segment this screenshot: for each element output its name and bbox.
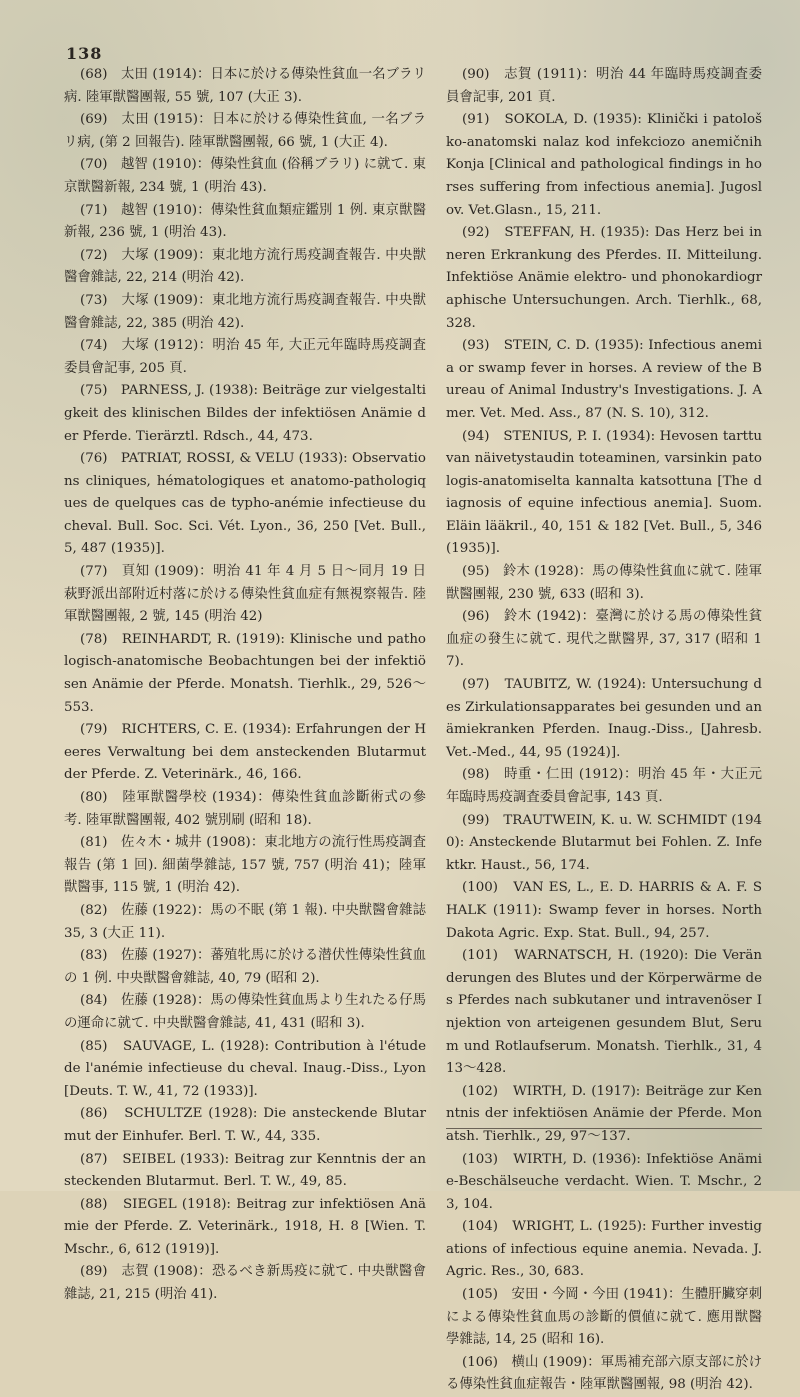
- reference-item: (68) 太田 (1914)：日本に於ける傳染性貧血一名ブラリ病. 陸軍獣醫團報, 55 號, 107 (大正 3).: [64, 67, 426, 105]
- reference-item: (102) WIRTH, D. (1917): Beiträge zur Kenntnis der infektiösen Anämie der Pferde. Monatsh. Tierhlk., 29, 97～137.: [446, 1083, 762, 1144]
- reference-item: (82) 佐藤 (1922)：馬の不眠 (第 1 報). 中央獣醫會雜誌 35, 3 (大正 11).: [64, 902, 426, 941]
- reference-item: (100) VAN ES, L., E. D. HARRIS & A. F. SHALK (1911): Swamp fever in horses. North Dakota Agric. Exp. Stat. Bull., 94, 257.: [446, 880, 762, 941]
- reference-item: (90) 志賀 (1911)：明治 44 年臨時馬疫調査委員會記事, 201 頁.: [446, 67, 762, 105]
- reference-item: (73) 大塚 (1909)：東北地方流行馬疫調査報告. 中央獣醫會雜誌, 22, 385 (明治 42).: [64, 292, 426, 331]
- reference-item: (86) SCHULTZE (1928): Die ansteckende Blutarmut der Einhufer. Berl. T. W., 44, 335.: [64, 1106, 426, 1144]
- reference-item: (89) 志賀 (1908)：恐るべき新馬疫に就て. 中央獣醫會雜誌, 21, 215 (明治 41).: [64, 1264, 426, 1303]
- reference-item: (103) WIRTH, D. (1936): Infektiöse Anämie-Beschälseuche verdacht. Wien. T. Mschr., 23, 104.: [446, 1151, 762, 1212]
- reference-item: (96) 鈴木 (1942)：臺灣に於ける馬の傳染性貧血症の發生に就て. 現代之獣醫界, 37, 317 (昭和 17).: [446, 609, 762, 670]
- reference-item: (98) 時重・仁田 (1912)：明治 45 年・大正元年臨時馬疫調査委員會記事, 143 頁.: [446, 767, 762, 805]
- reference-item: (85) SAUVAGE, L. (1928): Contribution à l'étude de l'anémie infectieuse du cheval. Inaug.-Diss., Lyon [Deuts. T. W., 41, 72 (1933)].: [64, 1038, 426, 1099]
- reference-item: (79) RICHTERS, C. E. (1934): Erfahrungen der Heeres Verwaltung bei dem ansteckenden Blutarmut der Pferde. Z. Veterinärk., 46, 166.: [64, 722, 426, 783]
- reference-item: (70) 越智 (1910)：傳染性貧血 (俗稱ブラリ) に就て. 東京獣醫新報, 234 號, 1 (明治 43).: [64, 157, 426, 195]
- reference-item: (87) SEIBEL (1933): Beitrag zur Kenntnis der ansteckenden Blutarmut. Berl. T. W., 49, 85.: [64, 1151, 426, 1190]
- reference-item: (80) 陸軍獣醫學校 (1934)：傳染性貧血診斷術式の參考. 陸軍獣醫團報, 402 號別刷 (昭和 18).: [64, 790, 426, 828]
- reference-item: (72) 大塚 (1909)：東北地方流行馬疫調査報告. 中央獣醫會雜誌, 22, 214 (明治 42).: [64, 247, 426, 286]
- reference-item: (93) STEIN, C. D. (1935): Infectious anemia or swamp fever in horses. A review of the Bureau of Animal Industry's Investigations. J. Amer. Vet. Med. Ass., 87 (N. S. 10), 312.: [446, 338, 762, 421]
- reference-item: (105) 安田・今岡・今田 (1941)：生體肝臟穿刺による傳染性貧血馬の診斷的價値に就て. 應用獣醫學雜誌, 14, 25 (昭和 16).: [446, 1287, 762, 1348]
- reference-item: (69) 太田 (1915)：日本に於ける傳染性貧血, 一名ブラリ病, (第 2 回報告). 陸軍獣醫團報, 66 號, 1 (大正 4).: [64, 112, 426, 150]
- reference-item: (95) 鈴木 (1928)：馬の傳染性貧血に就て. 陸軍獣醫團報, 230 號, 633 (昭和 3).: [446, 564, 762, 602]
- reference-item: (104) WRIGHT, L. (1925): Further investigations of infectious equine anemia. Nevada. J. Agric. Res., 30, 683.: [446, 1219, 762, 1280]
- reference-item: (76) PATRIAT, ROSSI, & VELU (1933): Observations cliniques, hématologiques et anatomo-pathologiques de quelques cas de typho-anémie infectieuse du cheval. Bull. Soc. Sci. Vét. Lyon., 36, 250 [Vet. Bull., 5, 487 (1935)].: [64, 451, 426, 557]
- reference-item: (99) TRAUTWEIN, K. u. W. SCHMIDT (1940): Ansteckende Blutarmut bei Fohlen. Z. Infektkr. Haust., 56, 174.: [446, 812, 762, 873]
- reference-item: (78) REINHARDT, R. (1919): Klinische und pathologisch-anatomische Beobachtungen bei der infektiösen Anämie der Pferde. Monatsh. Tierhlk., 29, 526～553.: [64, 631, 426, 715]
- reference-item: (84) 佐藤 (1928)：馬の傳染性貧血馬より生れたる仔馬の運命に就て. 中央獣醫會雜誌, 41, 431 (昭和 3).: [64, 993, 426, 1031]
- reference-item: (77) 頁知 (1909)：明治 41 年 4 月 5 日～同月 19 日萩野派出部附近村落に於ける傳染性貧血症有無視察報告. 陸軍獣醫團報, 2 號, 145 (明治 42): [64, 564, 426, 625]
- reference-item: (83) 佐藤 (1927)：蕃殖牝馬に於ける潜伏性傳染性貧血の 1 例. 中央獣醫會雜誌, 40, 79 (昭和 2).: [64, 948, 426, 986]
- reference-item: (71) 越智 (1910)：傳染性貧血類症鑑別 1 例. 東京獣醫新報, 236 號, 1 (明治 43).: [64, 202, 426, 241]
- reference-column-left: [64, 64, 426, 1307]
- reference-item: (75) PARNESS, J. (1938): Beiträge zur vielgestaltigkeit des klinischen Bildes der infektiösen Anämie der Pferde. Tierärztl. Rdsch., 44, 473.: [64, 383, 426, 444]
- reference-item: (92) STEFFAN, H. (1935): Das Herz bei inneren Erkrankung des Pferdes. II. Mitteilung. Infektiöse Anämie elektro- und phonokardiographische Untersuchungen. Arch. Tierhlk., 68, 328.: [446, 225, 762, 331]
- reference-item: (74) 大塚 (1912)：明治 45 年, 大正元年臨時馬疫調査委員會記事, 205 頁.: [64, 338, 426, 376]
- reference-item: (91) SOKOLA, D. (1935): Klinički i patološko-anatomski nalaz kod infekciozo anemičnih Konja [Clinical and pathological findings in horses suffering from infectious anemia]. Jugoslov. Vet.Glasn., 15, 211.: [446, 112, 762, 218]
- page-number: 138: [66, 44, 103, 63]
- footer-rule: [446, 1128, 762, 1129]
- reference-item: (101) WARNATSCH, H. (1920): Die Veränderungen des Blutes und der Körperwärme des Pferdes nach subkutaner und intravenöser Injektion von arteigenen gesundem Blut, Serum und Rotlaufserum. Monatsh. Tierhlk., 31, 413～428.: [446, 948, 762, 1077]
- reference-column-right: [446, 64, 762, 1397]
- reference-item: (97) TAUBITZ, W. (1924): Untersuchung des Zirkulationsapparates bei gesunden und anämiekranken Pferden. Inaug.-Diss., [Jahresb. Vet.-Med., 44, 95 (1924)].: [446, 677, 762, 760]
- reference-item: (81) 佐々木・城井 (1908)：東北地方の流行性馬疫調査報告 (第 1 回). 細菌學雜誌, 157 號, 757 (明治 41)；陸軍獣醫事, 115 號, 1 (明治 42).: [64, 835, 426, 896]
- reference-item: (88) SIEGEL (1918): Beitrag zur infektiösen Anämie der Pferde. Z. Veterinärk., 1918, H. 8 [Wien. T. Mschr., 6, 612 (1919)].: [64, 1196, 426, 1257]
- reference-item: (106) 横山 (1909)：軍馬補充部六原支部に於ける傳染性貧血症報告・陸軍獣醫團報, 98 (明治 42).: [446, 1354, 762, 1393]
- reference-item: (94) STENIUS, P. I. (1934): Hevosen tarttuvan näivetystaudin toteaminen, varsinkin patologis-anatomiselta kannalta katsottuna [The diagnosis of equine infectious anemia]. Suom. Eläin lääkril., 40, 151 & 182 [Vet. Bull., 5, 346 (1935)].: [446, 428, 762, 557]
